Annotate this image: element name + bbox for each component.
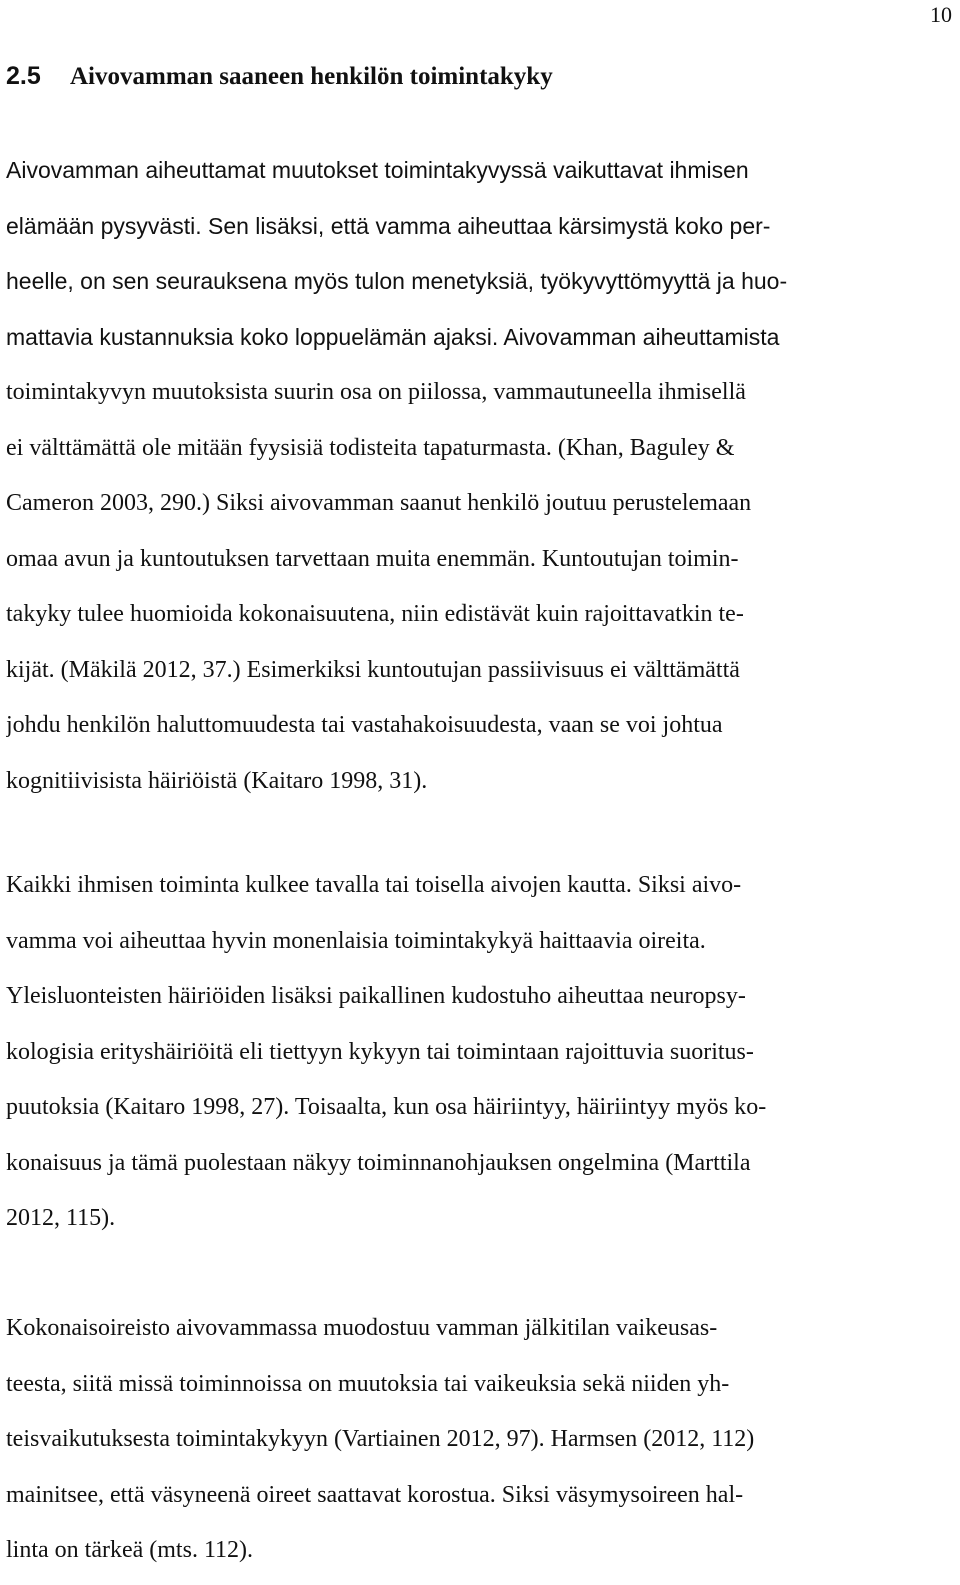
text-line: ei välttämättä ole mitään fyysisiä todisteita tapaturmasta. (Khan, Baguley & bbox=[6, 434, 735, 461]
text-line: omaa avun ja kuntoutuksen tarvettaan muita enemmän. Kuntoutujan toimin- bbox=[6, 545, 739, 572]
text-line: johdu henkilön haluttomuudesta tai vastahakoisuudesta, vaan se voi johtua bbox=[6, 712, 723, 738]
text-line: teisvaikutuksesta toimintakykyyn (Vartiainen 2012, 97). Harmsen (2012, 112) bbox=[6, 1426, 755, 1452]
text-line: elämään pysyvästi. Sen lisäksi, että vamma aiheuttaa kärsimystä koko per- bbox=[6, 212, 771, 239]
text-line: vamma voi aiheuttaa hyvin monenlaisia toimintakykyä haittaavia oireita. bbox=[6, 927, 706, 954]
paragraph-1 bbox=[6, 143, 946, 809]
text-line: toimintakyvyn muutoksista suurin osa on piilossa, vammautuneella ihmisellä bbox=[6, 379, 746, 405]
text-line: mattavia kustannuksia koko loppuelämän ajaksi. Aivovamman aiheuttamista bbox=[6, 323, 780, 350]
text-line: kijät. (Mäkilä 2012, 37.) Esimerkiksi kuntoutujan passiivisuus ei välttämättä bbox=[6, 656, 740, 683]
section-heading bbox=[6, 62, 553, 91]
text-line: mainitsee, että väsyneenä oireet saattavat korostua. Siksi väsymysoireen hal- bbox=[6, 1481, 744, 1508]
section-number: 2.5 bbox=[6, 62, 41, 90]
text-line: teesta, siitä missä toiminnoissa on muutoksia tai vaikeuksia sekä niiden yh- bbox=[6, 1370, 730, 1397]
text-line: Aivovamman aiheuttamat muutokset toimintakyvyssä vaikuttavat ihmisen bbox=[6, 157, 749, 183]
text-line: Cameron 2003, 290.) Siksi aivovamman saanut henkilö joutuu perustelemaan bbox=[6, 490, 752, 516]
page-number: 10 bbox=[930, 2, 952, 27]
text-line: heelle, on sen seurauksena myös tulon menetyksiä, työkyvyttömyyttä ja huo- bbox=[6, 268, 788, 294]
text-line: Kaikki ihmisen toiminta kulkee tavalla tai toisella aivojen kautta. Siksi aivo- bbox=[6, 872, 742, 898]
text-line: Yleisluonteisten häiriöiden lisäksi paikallinen kudostuho aiheuttaa neuropsy- bbox=[6, 983, 746, 1009]
section-title: Aivovamman saaneen henkilön toimintakyky bbox=[70, 63, 553, 90]
text-line: Kokonaisoireisto aivovammassa muodostuu vamman jälkitilan vaikeusas- bbox=[6, 1315, 718, 1341]
paragraph-2 bbox=[6, 858, 946, 1247]
paragraph-3 bbox=[6, 1301, 946, 1579]
text-line: konaisuus ja tämä puolestaan näkyy toiminnanohjauksen ongelmina (Marttila bbox=[6, 1149, 751, 1176]
text-line: 2012, 115). bbox=[6, 1205, 116, 1231]
text-line: kognitiivisista häiriöistä (Kaitaro 1998, 31). bbox=[6, 767, 428, 794]
text-line: puutoksia (Kaitaro 1998, 27). Toisaalta, kun osa häiriintyy, häiriintyy myös ko- bbox=[6, 1094, 767, 1120]
text-line: linta on tärkeä (mts. 112). bbox=[6, 1537, 254, 1563]
text-line: takyky tulee huomioida kokonaisuutena, niin edistävät kuin rajoittavatkin te- bbox=[6, 601, 744, 627]
text-line: kologisia erityshäiriöitä eli tiettyyn kykyyn tai toimintaan rajoittuvia suoritus- bbox=[6, 1038, 754, 1065]
